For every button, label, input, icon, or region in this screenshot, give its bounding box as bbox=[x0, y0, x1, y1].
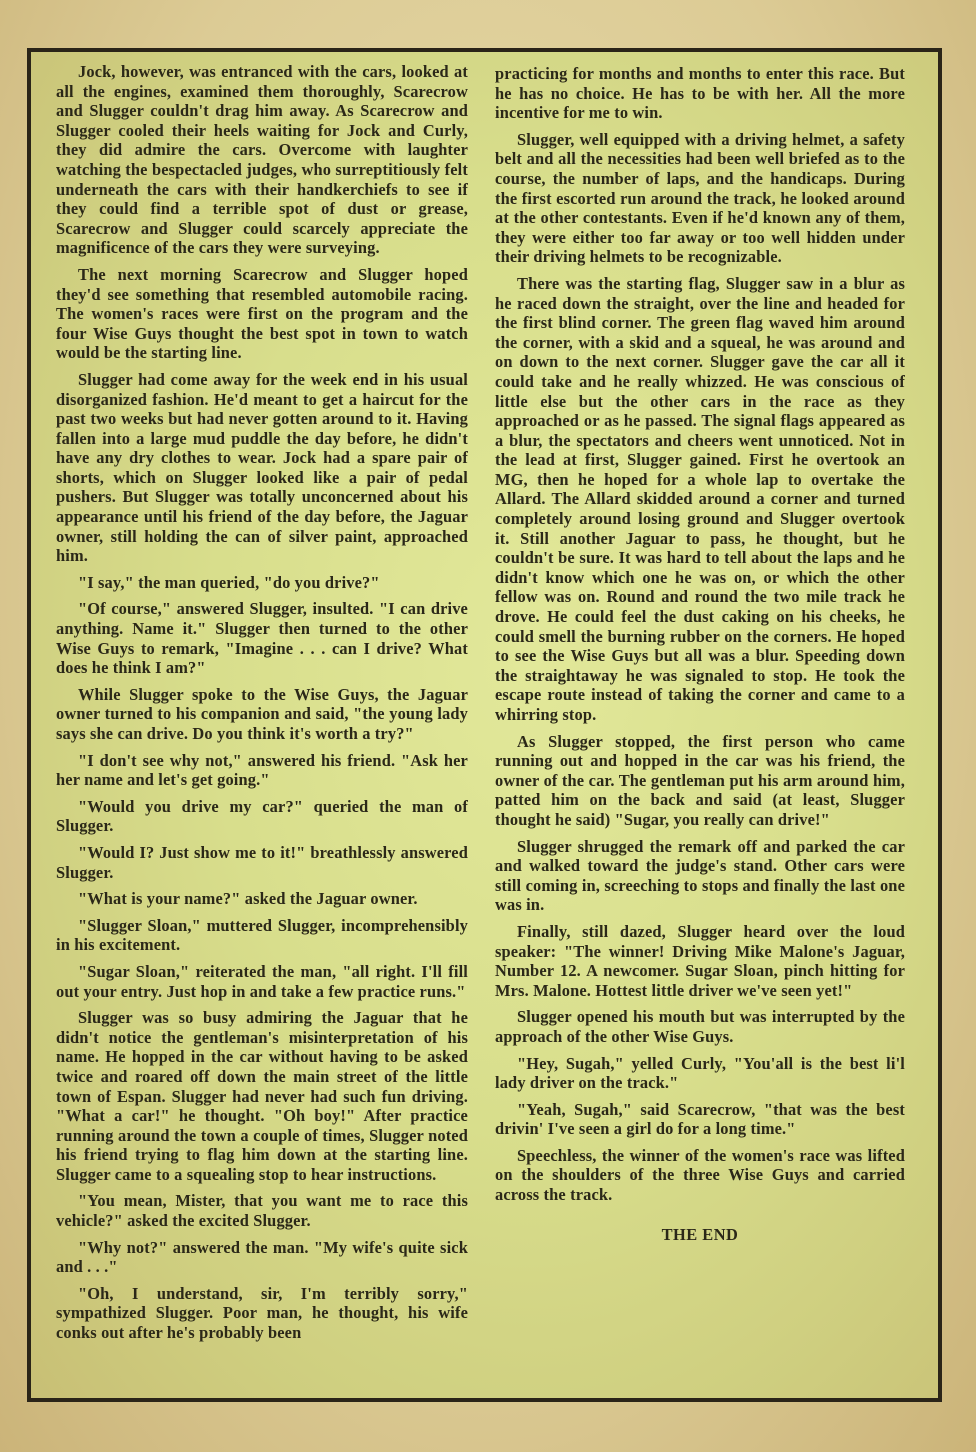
paragraph: "Hey, Sugah," yelled Curly, "You'all is the best li'l lady driver on the track." bbox=[495, 1053, 905, 1093]
paragraph: Slugger was so busy admiring the Jaguar that he didn't notice the gentleman's misinterpretation of his name. He hopped in the car without having to be asked twice and roared off down the main street of the little town of Espan. Slugger had never had such fun driving. "What a car!" he thought. "Oh boy!" After practice running around the town a couple of times, Slugger noted his friend trying to flag him down at the starting line. Slugger came to a squealing stop to hear instructions. bbox=[56, 1008, 468, 1184]
paragraph: "What is your name?" asked the Jaguar owner. bbox=[78, 889, 418, 909]
paragraph: "Of course," answered Slugger, insulted. "I can drive anything. Name it." Slugger then turned to the other Wise Guys to remark, "Imagine . . . can I drive? What does he think I am?" bbox=[56, 599, 468, 678]
paragraph: "Sugar Sloan," reiterated the man, "all right. I'll fill out your entry. Just hop in and take a few practice runs." bbox=[56, 961, 468, 1001]
paragraph: "You mean, Mister, that you want me to race this vehicle?" asked the excited Slugger. bbox=[56, 1191, 468, 1231]
paragraph: "I don't see why not," answered his friend. "Ask her her name and let's get going." bbox=[56, 750, 468, 790]
paragraph: Slugger, well equipped with a driving helmet, a safety belt and all the necessities had been well briefed as to the course, the number of laps, and the handicaps. During the first escorted run around the track, he looked around at the other contestants. Even if he'd known any of them, they were either too far away or too well hidden under their driving helmets to be recognizable. bbox=[495, 129, 905, 267]
paragraph: Jock, however, was entranced with the cars, looked at all the engines, examined them thoroughly, Scarecrow and Slugger couldn't drag him away. As Scarecrow and Slugger cooled their heels waiting for Jock and Curly, they did admire the cars. Overcome with laughter watching the bespectacled judges, who surreptitiously felt underneath the cars with their handkerchiefs to see if they could find a terrible spot of dust or grease, Scarecrow and Slugger could scarcely appreciate the magnificence of the cars they were surveying. bbox=[56, 62, 468, 258]
paragraph: "Yeah, Sugah," said Scarecrow, "that was the best drivin' I've seen a girl do for a long time." bbox=[495, 1099, 905, 1139]
paragraph: Slugger shrugged the remark off and parked the car and walked toward the judge's stand. Other cars were still coming in, screeching to stops and finally the last one was in. bbox=[495, 836, 905, 915]
paragraph: Slugger opened his mouth but was interrupted by the approach of the other Wise Guys. bbox=[495, 1007, 905, 1046]
paragraph: "Would I? Just show me to it!" breathlessly answered Slugger. bbox=[56, 842, 468, 882]
left-text-column bbox=[56, 62, 468, 1350]
paragraph: There was the starting flag, Slugger saw in a blur as he raced down the straight, over the line and headed for the first blind corner. The green flag waved him around the corner, with a skid and a squeal, he was around and on down to the next corner. Slugger gave the car all it could take and he really whizzed. He was conscious of little else but the other cars in the race as they approached or as he passed. The signal flags appeared as a blur, the spectators and cheers went unnoticed. Not in the lead at first, Slugger gained. First he overtook an MG, then he hoped for a whole lap to overtake the Allard. The Allard skidded around a corner and turned completely around losing ground and Slugger overtook it. Still another Jaguar to pass, he thought, but he couldn't be sure. It was hard to tell about the laps and he didn't know which one he was on, or which the other fellow was on. Round and round the two mile track he drove. He could feel the dust caking on his cheeks, he could smell the burning rubber on the corners. He hoped to see the Wise Guys but all was a blur. Speeding down the straightaway he was signaled to stop. He took the escape route instead of taking the corner and came to a whirring stop. bbox=[495, 273, 905, 724]
paragraph: "Slugger Sloan," muttered Slugger, incomprehensibly in his excitement. bbox=[56, 915, 468, 955]
right-text-column bbox=[495, 64, 905, 1251]
paragraph: "Oh, I understand, sir, I'm terribly sorry," sympathized Slugger. Poor man, he thought, his wife conks out after he's probably been bbox=[56, 1283, 468, 1343]
paragraph: "Why not?" answered the man. "My wife's quite sick and . . ." bbox=[56, 1237, 468, 1277]
paragraph: Speechless, the winner of the women's race was lifted on the shoulders of the three Wise Guys and carried across the track. bbox=[495, 1145, 905, 1205]
paragraph: The next morning Scarecrow and Slugger hoped they'd see something that resembled automobile racing. The women's races were first on the program and the four Wise Guys thought the best spot in town to watch would be the starting line. bbox=[56, 264, 468, 363]
paragraph: "Would you drive my car?" queried the man of Slugger. bbox=[56, 796, 468, 836]
paragraph-continuation: practicing for months and months to enter this race. But he has no choice. He has to be with her. All the more incentive for me to win. bbox=[495, 64, 905, 123]
end-label: THE END bbox=[661, 1224, 739, 1244]
paragraph: Finally, still dazed, Slugger heard over the loud speaker: "The winner! Driving Mike Malone's Jaguar, Number 12. A newcomer. Sugar Sloan, pinch hitting for Mrs. Malone. Hottest little driver we've seen yet!" bbox=[495, 921, 905, 1000]
paragraph: While Slugger spoke to the Wise Guys, the Jaguar owner turned to his companion and said, "the young lady says she can drive. Do you think it's worth a try?" bbox=[56, 684, 468, 743]
paragraph: "I say," the man queried, "do you drive?" bbox=[78, 572, 380, 592]
paragraph: As Slugger stopped, the first person who came running out and hopped in the car was his friend, the owner of the car. The gentleman put his arm around him, patted him on the back and said (at least, Slugger thought he said) "Sugar, you really can drive!" bbox=[495, 731, 905, 829]
paragraph: Slugger had come away for the week end in his usual disorganized fashion. He'd meant to get a haircut for the past two weeks but had never gotten around to it. Having fallen into a large mud puddle the day before, he didn't have any dry clothes to wear. Jock had a spare pair of shorts, which on Slugger looked like a pair of pedal pushers. But Slugger was totally unconcerned about his appearance until his friend of the day before, the Jaguar owner, still holding the can of silver paint, approached him. bbox=[56, 369, 468, 566]
